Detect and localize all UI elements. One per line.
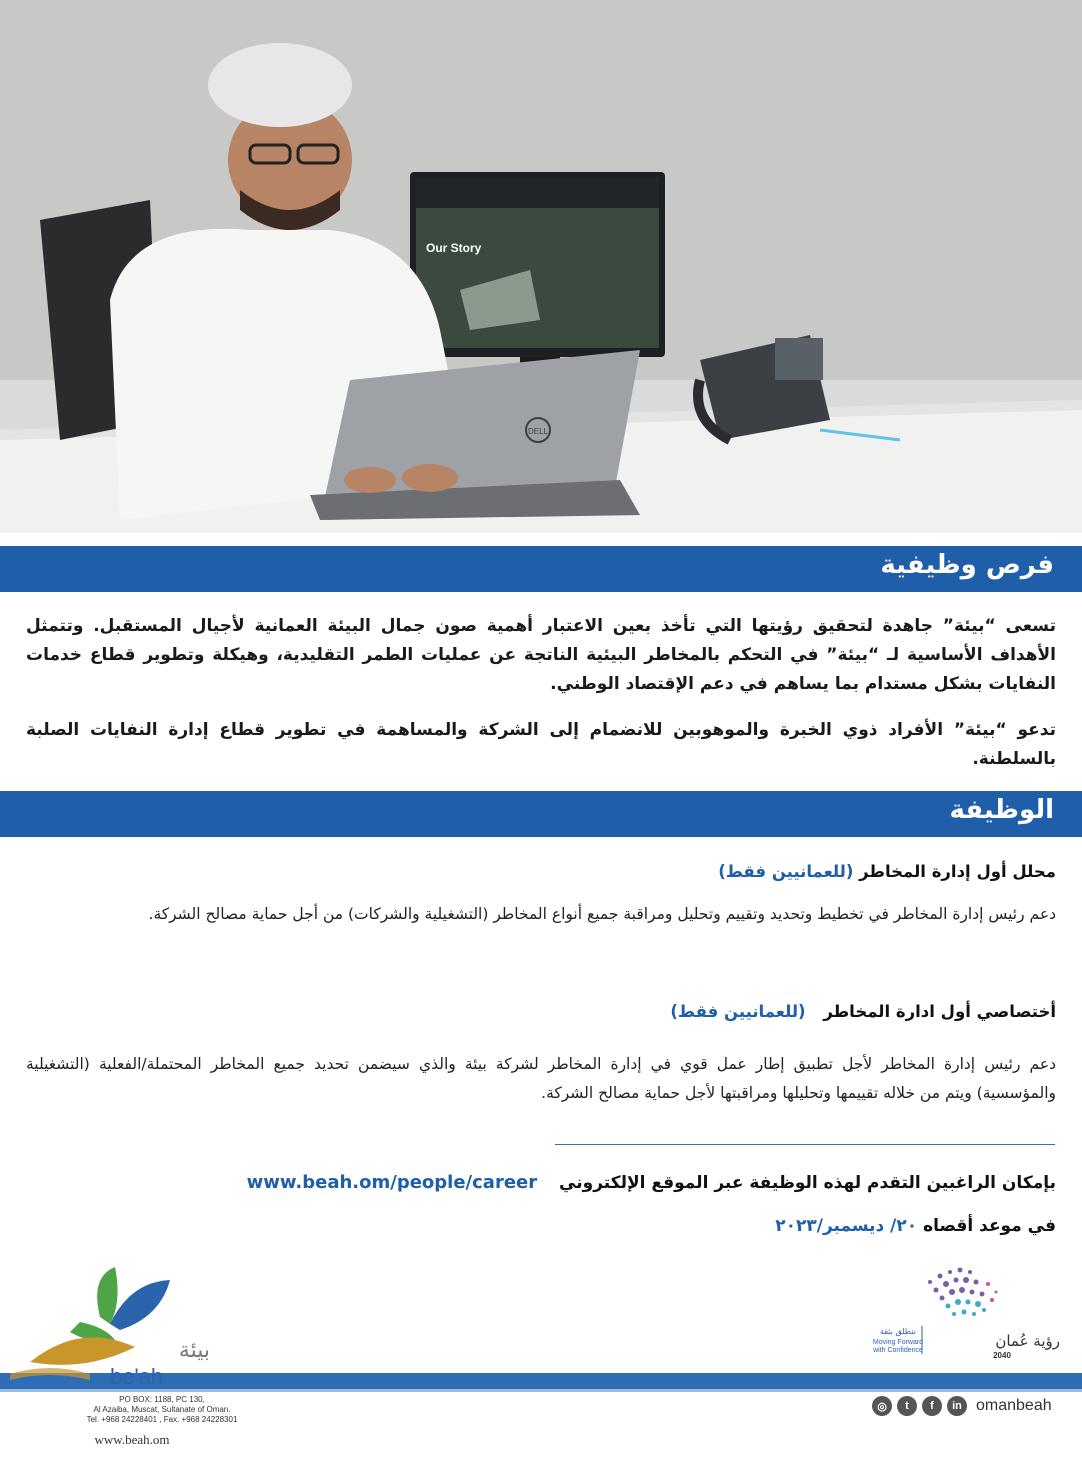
instagram-icon[interactable]: ◎ xyxy=(872,1396,892,1416)
divider-line xyxy=(555,1144,1055,1145)
linkedin-icon[interactable]: in xyxy=(947,1396,967,1416)
job-title-text: محلل أول إدارة المخاطر xyxy=(859,862,1056,881)
laptop-brand: DELL xyxy=(527,427,549,436)
job-description-1: دعم رئيس إدارة المخاطر في تخطيط وتحديد وتقييم وتحليل ومراقبة جميع أنواع المخاطر (التشغيلية والشركات) من أجل حماية مصالح الشركة. xyxy=(148,905,1056,923)
hero-photo xyxy=(0,0,1082,533)
job-description-2: دعم رئيس إدارة المخاطر لأجل تطبيق إطار عمل قوي في إدارة المخاطر لشركة بيئة والذي سيضمن تحديد جميع المخاطر المحتملة/الفعلية (التشغيلية والمؤسسية) ويتم من خلاله تقييمها وتحليلها ومراقبتها لأجل حماية مصالح الشركة. xyxy=(26,1055,1056,1102)
monitor-screen-text: Our Story xyxy=(426,241,482,255)
vision-arabic-text: رؤية عُمان xyxy=(995,1332,1060,1350)
office-scene-illustration xyxy=(0,0,1082,533)
application-text: بإمكان الراغبين التقدم لهذه الوظيفة عبر الموقع الإلكتروني xyxy=(559,1173,1056,1193)
twitter-icon[interactable]: t xyxy=(897,1396,917,1416)
job-note: (للعمانيين فقط) xyxy=(670,1002,806,1021)
vision-tagline-arabic: ننطلق بثقة xyxy=(879,1327,917,1336)
vision-tagline-english-2: with Confidence xyxy=(873,1347,923,1354)
job-title-1 xyxy=(718,862,1056,881)
footer-website-link[interactable]: www.beah.om xyxy=(94,1432,170,1447)
vision-tagline-english-1: Moving Forward xyxy=(872,1339,924,1346)
vision-year: 2040 xyxy=(993,1351,1011,1360)
facebook-icon[interactable]: f xyxy=(922,1396,942,1416)
logo-arabic-text: بيئة xyxy=(178,1338,210,1363)
opportunities-title: فرص وظيفية xyxy=(880,550,1054,580)
deadline-date: ٢٠/ ديسمبر/٢٠٢٣ xyxy=(775,1216,918,1236)
oman-vision-2040-logo xyxy=(850,1262,1065,1360)
career-url-link[interactable]: www.beah.om/people/career xyxy=(246,1172,538,1193)
job-note: (للعمانيين فقط) xyxy=(718,862,854,881)
job-section-title: الوظيفة xyxy=(949,795,1054,825)
intro-paragraph: تسعى “بيئة” جاهدة لتحقيق رؤيتها التي تأخذ بعين الاعتبار أهمية صون جمال البيئة العمانية لأجيال المستقبل. وتتمثل الأهداف الأساسية لـ “بيئة” في التحكم بالمخاطر البيئية الناتجة عن عمليات الطمر التقليدية، وهيكلة وتطوير قطاع خدمات النفايات بشكل مستدام بما يساهم في دعم الإقتصاد الوطني. xyxy=(26,616,1056,694)
deadline-label: في موعد أقصاه xyxy=(923,1216,1056,1236)
opportunities-banner xyxy=(0,546,1082,592)
job-title-2 xyxy=(670,1002,1056,1021)
social-handle[interactable]: omanbeah xyxy=(976,1397,1052,1414)
address-line-3: Tel. +968 24228401 , Fax. +968 24228301 xyxy=(86,1415,238,1424)
job-banner xyxy=(0,791,1082,837)
social-links xyxy=(872,1396,1052,1416)
application-instructions xyxy=(247,1172,1056,1193)
job-title-text: أختصاصي أول ادارة المخاطر xyxy=(823,1002,1056,1021)
address-line-2: Al Azaiba, Muscat, Sultanate of Oman. xyxy=(93,1405,231,1414)
beah-logo xyxy=(10,1262,250,1394)
postal-address xyxy=(62,1395,262,1425)
address-line-1: PO BOX: 1188, PC 130, xyxy=(119,1395,205,1404)
logo-english-text: be'ah xyxy=(110,1364,164,1389)
application-deadline xyxy=(775,1216,1056,1236)
invite-paragraph: تدعو “بيئة” الأفراد ذوي الخبرة والموهوبين للانضمام إلى الشركة والمساهمة في تطوير قطاع إدارة النفايات الصلبة بالسلطنة. xyxy=(26,720,1056,769)
